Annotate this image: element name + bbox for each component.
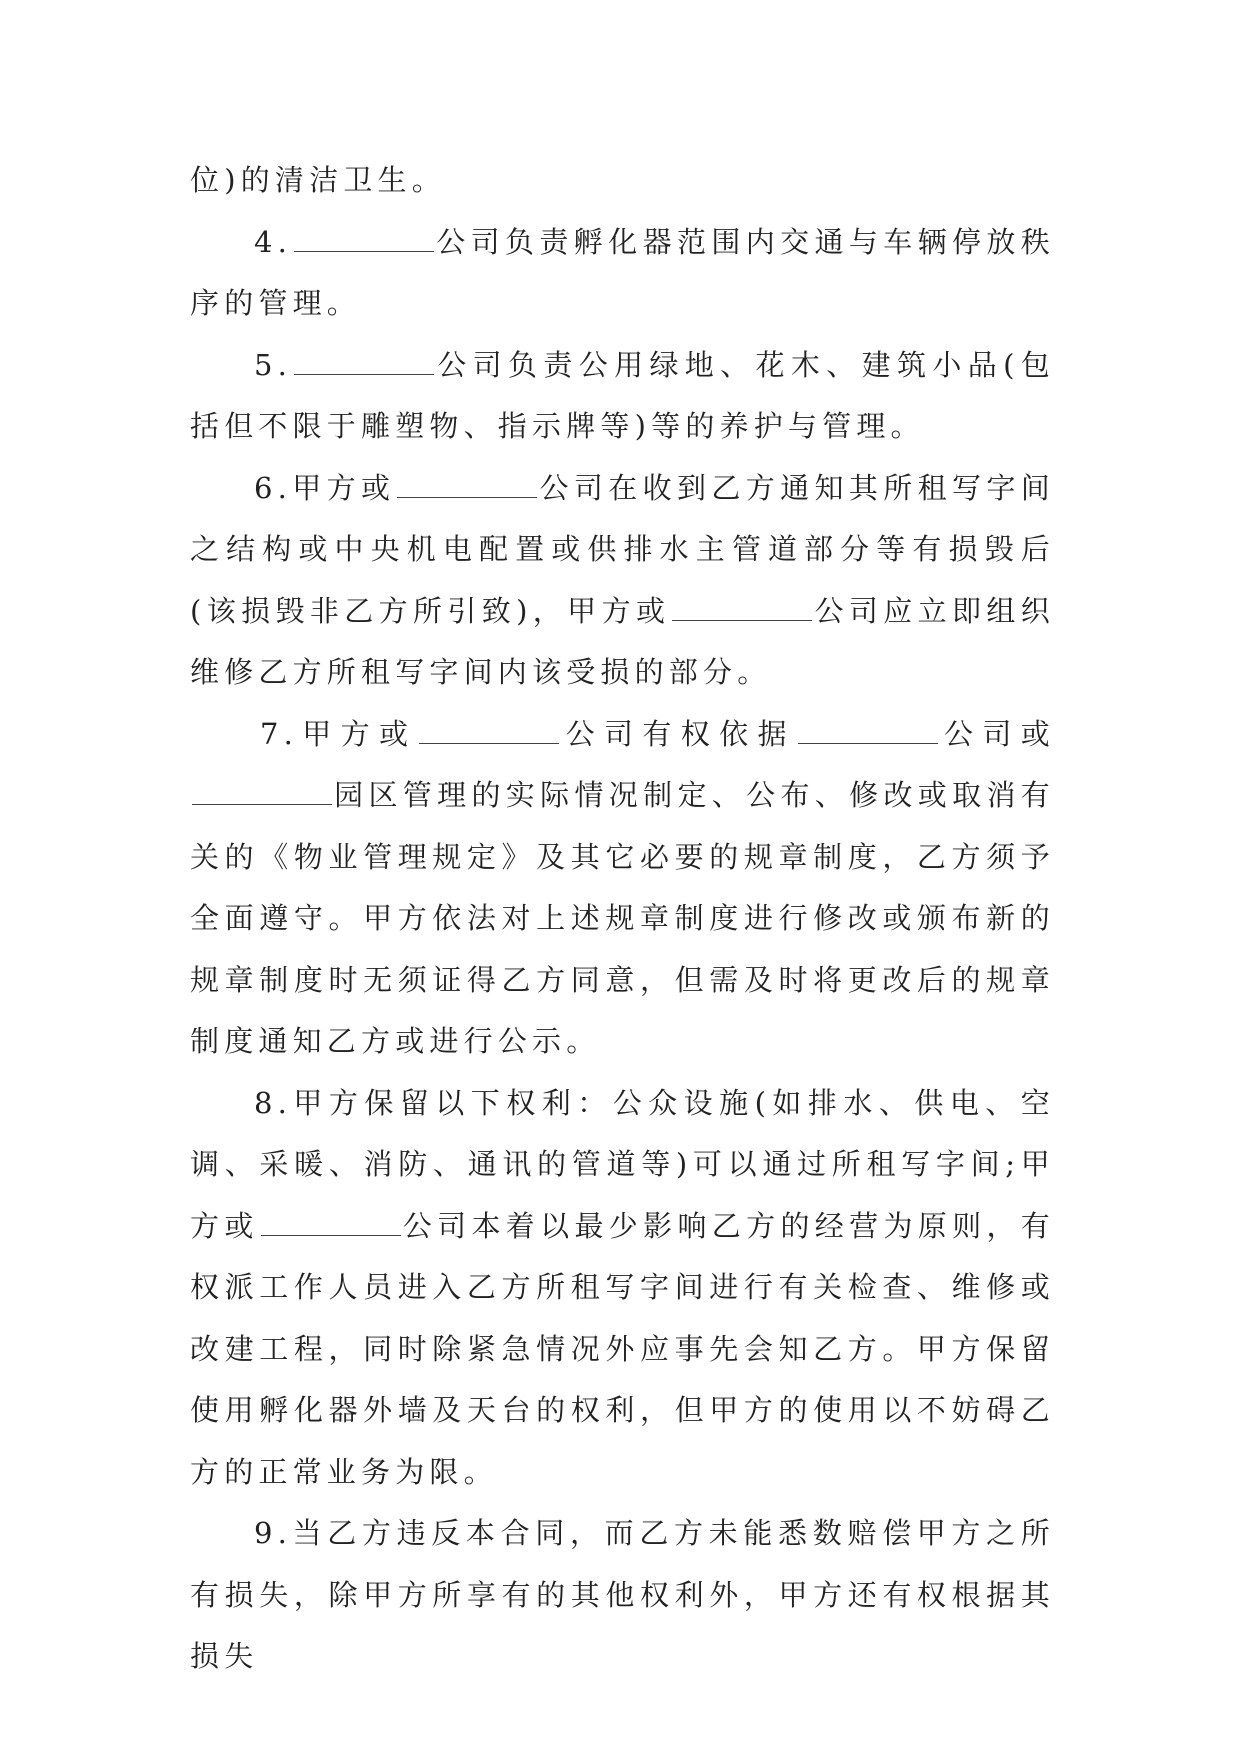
- text-segment: 7.甲方或: [260, 716, 418, 751]
- clause-9: [190, 1503, 1055, 1688]
- text-segment: 园区管理的实际情况制定、公布、修改或取消有关的《物业管理规定》及其它必要的规章制度，乙方须予全面遵守。甲方依法对上述规章制度进行修改或颁布新的规章制度时无须证得乙方同意，但需及时将更改后的规章制度通知乙方或进行公示。: [190, 778, 1055, 1058]
- fill-in-blank[interactable]: [192, 782, 332, 805]
- text-segment: 9.当乙方违反本合同，而乙方未能悉数赔偿甲方之所有损失，除甲方所享有的其他权利外，甲方还有权根据其损失: [190, 1516, 1055, 1673]
- text-segment: 6.甲方或: [254, 470, 396, 505]
- text-segment: 位)的清洁卫生。: [190, 163, 446, 197]
- clause-number: 4.: [254, 224, 293, 259]
- fill-in-blank[interactable]: [672, 598, 812, 621]
- document-page: [190, 150, 1055, 1688]
- fill-in-blank[interactable]: [294, 352, 434, 375]
- fill-in-blank[interactable]: [419, 721, 559, 744]
- clause-8: [190, 1073, 1055, 1504]
- text-segment: 8.甲方保留以下权利：公众设施(如排水、供电、空调、采暖、消防、通讯的管道等)可以通过所租写字间;甲方或: [190, 1085, 1055, 1243]
- fill-in-blank[interactable]: [261, 1213, 401, 1236]
- fill-in-blank[interactable]: [294, 229, 434, 252]
- clause-5: [190, 335, 1055, 458]
- text-segment: 公司有权依据: [561, 716, 796, 751]
- clause-number: 5.: [254, 347, 293, 382]
- text-segment: 公司负责孵化器范围内交通与车辆停放秩序的管理。: [190, 224, 1055, 320]
- paragraph-continuation: [190, 150, 1055, 212]
- clause-6: [190, 458, 1055, 704]
- text-segment: 公司应立即组织维修乙方所租写字间内该受损的部分。: [190, 593, 1055, 689]
- fill-in-blank[interactable]: [397, 475, 537, 498]
- text-segment: 公司本着以最少影响乙方的经营为原则，有权派工作人员进入乙方所租写字间进行有关检查、维修或改建工程，同时除紧急情况外应事先会知乙方。甲方保留使用孵化器外墙及天台的权利，但甲方的使用以不妨碍乙方的正常业务为限。: [190, 1208, 1055, 1489]
- text-segment: 公司负责公用绿地、花木、建筑小品(包括但不限于雕塑物、指示牌等)等的养护与管理。: [190, 347, 1055, 443]
- clause-7: [190, 704, 1055, 1073]
- text-segment: 公司或: [939, 716, 1055, 751]
- text-segment: 公司在收到乙方通知其所租写字间之结构或中央机电配置或供排水主管道部分等有损毁后(该损毁非乙方所引致)，甲方或: [190, 470, 1055, 628]
- clause-4: [190, 212, 1055, 335]
- fill-in-blank[interactable]: [798, 721, 938, 744]
